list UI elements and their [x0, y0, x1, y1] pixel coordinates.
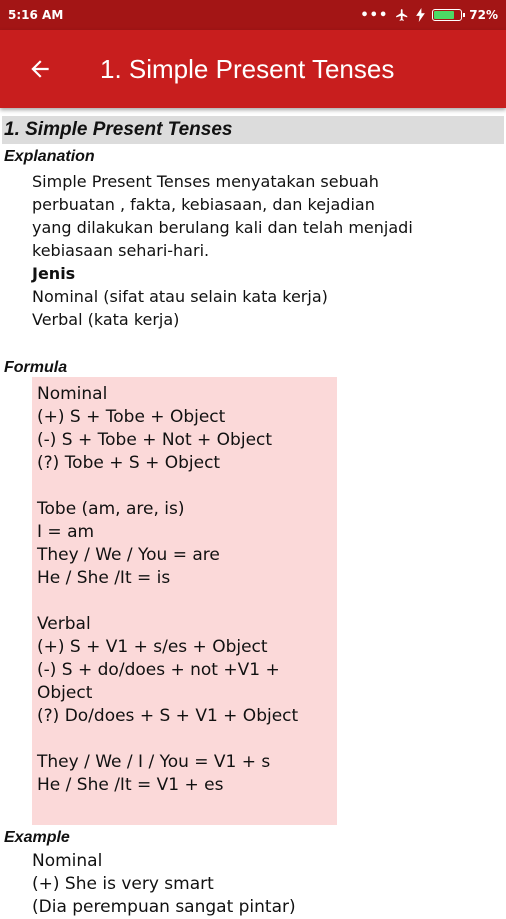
explanation-line: kebiasaan sehari-hari. [32, 241, 210, 260]
explanation-line: Simple Present Tenses menyatakan sebuah [32, 172, 379, 191]
example-line: (+) She is very smart [32, 874, 214, 894]
formula-line: (?) Tobe + S + Object [37, 453, 221, 473]
explanation-line: perbuatan , fakta, kebiasaan, dan kejadian [32, 195, 375, 214]
status-bar [0, 0, 506, 30]
formula-line: (?) Do/does + S + V1 + Object [37, 706, 299, 726]
formula-line: (+) S + Tobe + Object [37, 407, 226, 427]
jenis-item: Nominal (sifat atau selain kata kerja) [32, 287, 328, 306]
explanation-text [32, 170, 486, 331]
formula-line: Nominal [37, 384, 108, 404]
page-heading: 1. Simple Present Tenses [2, 116, 504, 144]
battery-icon [432, 9, 462, 21]
example-label: Example [4, 829, 70, 846]
airplane-icon [395, 8, 409, 22]
explanation-line: yang dilakukan berulang kali dan telah menjadi [32, 218, 413, 237]
formula-line: They / We / You = are [37, 545, 220, 565]
notification-dots-icon: ••• [360, 7, 389, 23]
battery-percent: 72% [469, 8, 498, 22]
jenis-item: Verbal (kata kerja) [32, 310, 180, 329]
explanation-label: Explanation [4, 148, 95, 165]
battery-fill [434, 11, 454, 19]
status-time: 5:16 AM [8, 8, 64, 22]
charging-bolt-icon [416, 8, 425, 22]
formula-line: He / She /It = V1 + es [37, 775, 224, 795]
back-button[interactable] [18, 47, 62, 91]
formula-line: Verbal [37, 614, 91, 634]
example-line: (Dia perempuan sangat pintar) [32, 897, 296, 917]
formula-line: I = am [37, 522, 95, 542]
lesson-content [0, 108, 506, 919]
app-title: 1. Simple Present Tenses [100, 53, 395, 84]
formula-line: Tobe (am, are, is) [37, 499, 185, 519]
app-bar [0, 30, 506, 108]
example-line: Nominal [32, 851, 103, 871]
example-text [32, 850, 486, 919]
formula-line: He / She /It = is [37, 568, 171, 588]
formula-line: They / We / I / You = V1 + s [37, 752, 271, 772]
arrow-back-icon [27, 56, 53, 82]
formula-line: (+) S + V1 + s/es + Object [37, 637, 268, 657]
formula-line: (-) S + Tobe + Not + Object [37, 430, 273, 450]
formula-box [32, 377, 337, 825]
jenis-label: Jenis [32, 264, 76, 283]
status-icons [360, 8, 498, 23]
formula-label: Formula [4, 359, 68, 376]
formula-line: (-) S + do/does + not +V1 + Object [37, 660, 280, 703]
